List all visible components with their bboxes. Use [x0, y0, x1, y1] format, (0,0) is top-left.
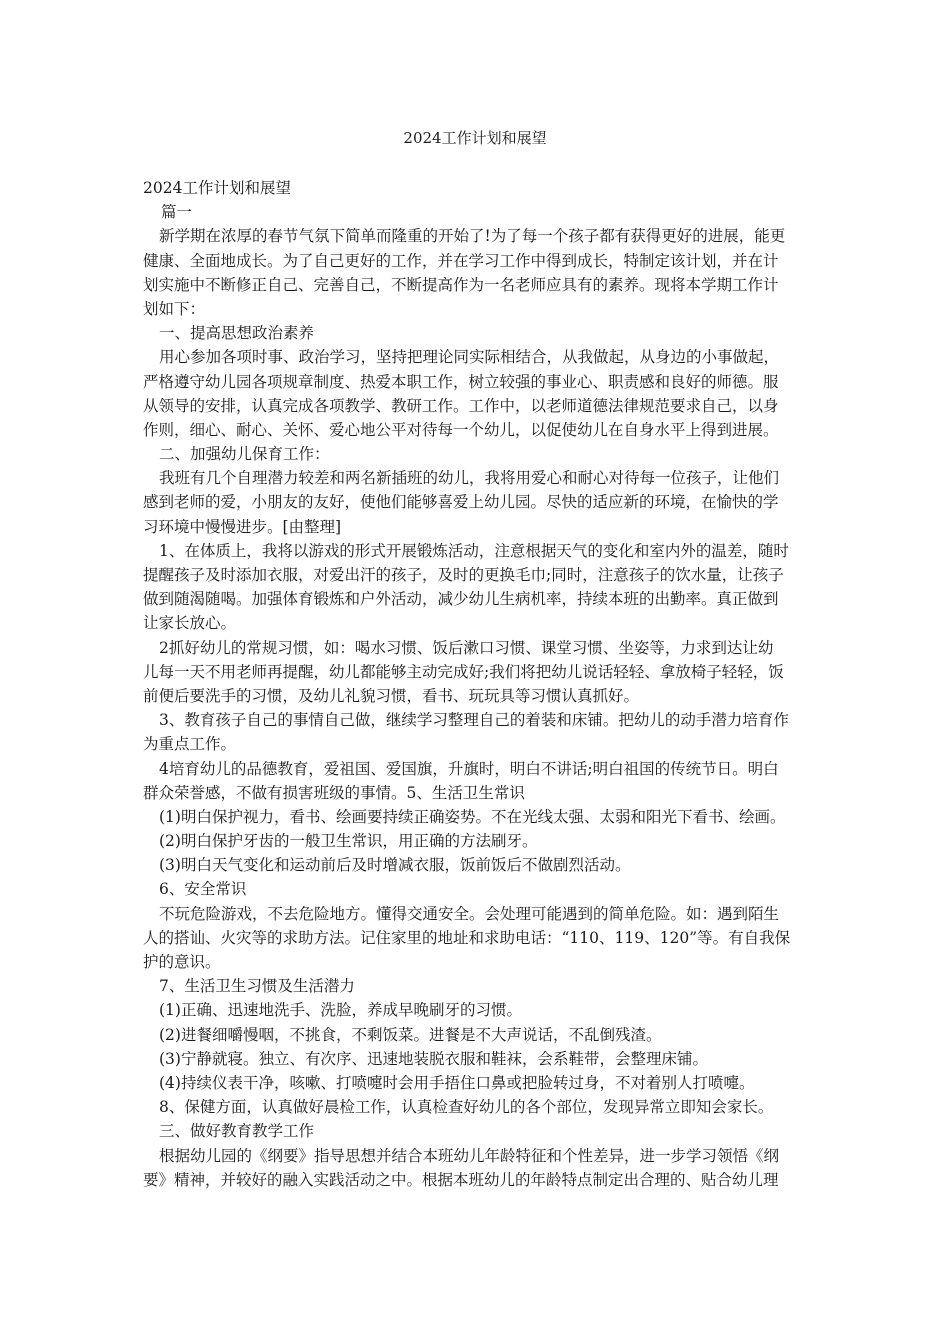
document-title: 2024工作计划和展望	[403, 129, 547, 147]
text-line: (1)明白保护视力，看书、绘画要持续正确姿势。不在光线太强、太弱和阳光下看书、绘画。	[159, 807, 786, 826]
document-body	[143, 176, 811, 1192]
text-line: 为重点工作。	[143, 735, 237, 754]
text-line: 一、提高思想政治素养	[159, 324, 315, 343]
text-line: 群众荣誉感，不做有损害班级的事情。5、生活卫生常识	[143, 783, 525, 802]
text-line: 根据幼儿园的《纲要》指导思想并结合本班幼儿年龄特征和个性差异，进一步学习领悟《纲	[159, 1146, 780, 1165]
text-line: (4)持续仪表干净，咳嗽、打喷嚏时会用手捂住口鼻或把脸转过身，不对着别人打喷嚏。	[159, 1073, 755, 1092]
text-line: 2024工作计划和展望	[143, 179, 291, 197]
text-line: 不玩危险游戏，不去危险地方。懂得交通安全。会处理可能遇到的简单危险。如：遇到陌生	[159, 904, 780, 923]
text-line: 1、在体质上，我将以游戏的形式开展锻炼活动，注意根据天气的变化和室内外的温差，随时	[159, 541, 789, 560]
text-line: 3、教育孩子自己的事情自己做，继续学习整理自己的着装和床铺。把幼儿的动手潜力培育作	[159, 711, 789, 730]
text-line: 作则，细心、耐心、关怀、爱心地公平对待每一个幼儿，以促使幼儿在自身水平上得到进展。	[143, 420, 779, 439]
text-line: 我班有几个自理潜力较差和两名新插班的幼儿，我将用爱心和耐心对待每一位孩子，让他们	[159, 469, 780, 488]
text-line: (1)正确、迅速地洗手、洗脸，养成早晚刷牙的习惯。	[159, 1001, 522, 1020]
text-line: 儿每一天不用老师再提醒，幼儿都能够主动完成好;我们将把幼儿说话轻轻、拿放椅子轻轻，饭	[143, 662, 784, 681]
text-line: 三、做好教育教学工作	[159, 1122, 315, 1141]
text-line: 健康、全面地成长。为了自己更好的工作，并在学习工作中得到成长，特制定该计划，并在计	[143, 251, 779, 270]
text-line: (2)进餐细嚼慢咽，不挑食，不剩饭菜。进餐是不大声说话，不乱倒残渣。	[159, 1025, 662, 1044]
text-line: 8、保健方面，认真做好晨检工作，认真检查好幼儿的各个部位，发现异常立即知会家长。	[159, 1098, 774, 1117]
text-line: 篇一	[161, 203, 193, 222]
text-line: 4培育幼儿的品德教育，爱祖国、爱国旗，升旗时，明白不讲话;明白祖国的传统节日。明白	[159, 759, 779, 778]
text-line: 习环境中慢慢进步。[由整理]	[143, 517, 342, 536]
text-line: 用心参加各项时事、政治学习，坚持把理论同实际相结合，从我做起，从身边的小事做起，	[159, 348, 780, 367]
text-line: 6、安全常识	[159, 880, 247, 899]
text-line: 要》精神，并较好的融入实践活动之中。根据本班幼儿的年龄特点制定出合理的、贴合幼儿理	[143, 1170, 779, 1189]
text-line: 让家长放心。	[143, 614, 237, 633]
text-line: 2抓好幼儿的常规习惯，如：喝水习惯、饭后漱口习惯、课堂习惯、坐姿等，力求到达让幼	[159, 638, 774, 657]
text-line: 护的意识。	[143, 953, 221, 971]
text-line: 划实施中不断修正自己、完善自己，不断提高作为一名老师应具有的素养。现将本学期工作计	[143, 275, 779, 294]
text-line: (3)明白天气变化和运动前后及时增减衣服，饭前饭后不做剧烈活动。	[159, 856, 631, 875]
text-line: 前便后要洗手的习惯，及幼儿礼貌习惯，看书、玩玩具等习惯认真抓好。	[143, 686, 640, 705]
text-line: 提醒孩子及时添加衣服，对爱出汗的孩子，及时的更换毛巾;同时，注意孩子的饮水量，让孩子	[143, 566, 784, 584]
text-line: 二、加强幼儿保育工作：	[159, 445, 330, 464]
text-line: 划如下：	[143, 299, 206, 318]
text-line: 从领导的安排，认真完成各项教学、教研工作。工作中，以老师道德法律规范要求自己，以身	[143, 396, 779, 415]
text-line: (3)宁静就寝。独立、有次序、迅速地装脱衣服和鞋袜，会系鞋带，会整理床铺。	[159, 1049, 708, 1068]
text-line: 做到随渴随喝。加强体育锻炼和户外活动，减少幼儿生病机率，持续本班的出勤率。真正做到	[143, 590, 779, 609]
text-line: 7、生活卫生习惯及生活潜力	[159, 977, 355, 996]
text-line: 人的搭讪、火灾等的求助方法。记住家里的地址和求助电话：“110、119、120”等。有自我保	[143, 928, 791, 947]
text-line: 新学期在浓厚的春节气氛下简单而隆重的开始了!为了每一个孩子都有获得更好的进展，能更	[159, 227, 786, 246]
text-line: 感到老师的爱，小朋友的友好，使他们能够喜爱上幼儿园。尽快的适应新的环境，在愉快的学	[143, 493, 779, 512]
text-line: (2)明白保护牙齿的一般卫生常识，用正确的方法刷牙。	[159, 832, 538, 851]
text-line: 严格遵守幼儿园各项规章制度、热爱本职工作，树立较强的事业心、职责感和良好的师德。服	[143, 372, 779, 391]
